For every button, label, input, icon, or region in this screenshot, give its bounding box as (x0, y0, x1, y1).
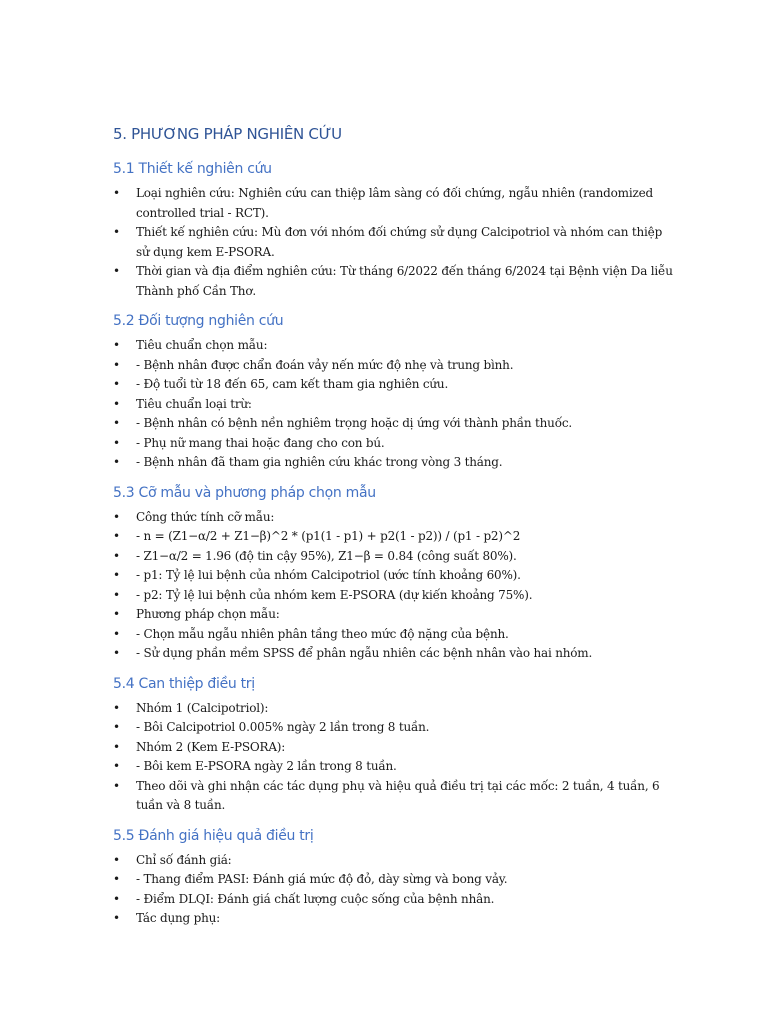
bullet-icon: • (113, 911, 120, 925)
bullet-icon: • (113, 509, 120, 524)
bullet-list (113, 699, 673, 816)
bullet-icon: • (113, 587, 120, 602)
list-item (113, 508, 673, 528)
list-item (113, 414, 673, 434)
list-item (113, 566, 673, 586)
list-item-text: - Điểm DLQI: Đánh giá chất lượng cuộc sống của bệnh nhân. (136, 891, 495, 906)
bullet-icon: • (113, 338, 120, 352)
section (113, 311, 673, 473)
list-item-text: - Sử dụng phần mềm SPSS để phân ngẫu nhiên các bệnh nhân vào hai nhóm. (136, 646, 593, 660)
bullet-list (113, 508, 673, 664)
list-item (113, 625, 673, 645)
page-title: 5. PHƯƠNG PHÁP NGHIÊN CỨU (113, 125, 342, 143)
list-item-text: - p1: Tỷ lệ lui bệnh của nhóm Calcipotriol (ước tính khoảng 60%). (136, 568, 521, 582)
list-item-text: Phương pháp chọn mẫu: (136, 607, 280, 621)
list-item-text: - Bôi Calcipotriol 0.005% ngày 2 lần trong 8 tuần. (136, 720, 430, 734)
bullet-icon: • (113, 646, 120, 660)
list-item-text: Tiêu chuẩn loại trừ: (136, 396, 252, 411)
list-item-text: - Z1−α/2 = 1.96 (độ tin cậy 95%), Z1−β = 0.84 (công suất 80%). (136, 548, 517, 563)
list-item (113, 605, 673, 625)
bullet-list (113, 336, 673, 473)
bullet-list (113, 184, 673, 301)
bullet-icon: • (113, 225, 120, 239)
list-item (113, 547, 673, 567)
list-item-text: - n = (Z1−α/2 + Z1−β)^2 * (p1(1 - p1) + p2(1 - p2)) / (p1 - p2)^2 (136, 529, 521, 543)
list-item-text: - Bệnh nhân có bệnh nền nghiêm trọng hoặc dị ứng với thành phần thuốc. (136, 416, 572, 430)
list-item (113, 434, 673, 454)
list-item (113, 851, 673, 871)
bullet-list (113, 851, 673, 929)
list-item (113, 890, 673, 910)
bullet-icon: • (113, 778, 120, 793)
bullet-icon: • (113, 891, 120, 906)
list-item-text: Tác dụng phụ: (136, 911, 220, 925)
list-item (113, 356, 673, 376)
bullet-icon: • (113, 357, 120, 372)
list-item-text: Công thức tính cỡ mẫu: (136, 509, 275, 524)
sections-container (113, 159, 673, 929)
list-item-text: - Độ tuổi từ 18 đến 65, cam kết tham gia nghiên cứu. (136, 377, 449, 391)
list-item-text: - Bệnh nhân được chẩn đoán vảy nến mức độ nhẹ và trung bình. (136, 357, 514, 372)
list-item-text: - Chọn mẫu ngẫu nhiên phân tầng theo mức độ nặng của bệnh. (136, 626, 509, 641)
section-heading: 5.1 Thiết kế nghiên cứu (113, 161, 272, 177)
document-page (113, 125, 673, 939)
bullet-icon: • (113, 186, 120, 200)
list-item-text: Thời gian và địa điểm nghiên cứu: Từ tháng 6/2022 đến tháng 6/2024 tại Bệnh viện Da liễu Thành phố Cần Thơ. (136, 264, 673, 298)
list-item (113, 223, 673, 262)
bullet-icon: • (113, 455, 120, 469)
list-item (113, 375, 673, 395)
list-item-text: - Phụ nữ mang thai hoặc đang cho con bú. (136, 435, 385, 450)
list-item (113, 586, 673, 606)
list-item-text: Nhóm 2 (Kem E-PSORA): (136, 739, 286, 754)
bullet-icon: • (113, 416, 120, 430)
list-item (113, 757, 673, 777)
section-heading: 5.2 Đối tượng nghiên cứu (113, 313, 284, 329)
list-item (113, 336, 673, 356)
section (113, 826, 673, 929)
bullet-icon: • (113, 435, 120, 450)
list-item (113, 909, 673, 929)
bullet-icon: • (113, 626, 120, 641)
list-item (113, 738, 673, 758)
list-item-text: Nhóm 1 (Calcipotriol): (136, 700, 269, 715)
bullet-icon: • (113, 548, 120, 563)
list-item (113, 453, 673, 473)
bullet-icon: • (113, 739, 120, 754)
bullet-icon: • (113, 568, 120, 582)
list-item (113, 395, 673, 415)
section (113, 674, 673, 816)
list-item-text: Loại nghiên cứu: Nghiên cứu can thiệp lâm sàng có đối chứng, ngẫu nhiên (randomized controlled trial - RCT). (136, 186, 653, 220)
bullet-icon: • (113, 396, 120, 411)
bullet-icon: • (113, 607, 120, 621)
bullet-icon: • (113, 720, 120, 734)
list-item-text: Thiết kế nghiên cứu: Mù đơn với nhóm đối chứng sử dụng Calcipotriol và nhóm can thiệp sử dụng kem E-PSORA. (136, 225, 663, 259)
bullet-icon: • (113, 529, 120, 543)
section (113, 159, 673, 301)
bullet-icon: • (113, 700, 120, 715)
list-item (113, 184, 673, 223)
section-heading: 5.4 Can thiệp điều trị (113, 675, 255, 692)
list-item-text: - Bôi kem E-PSORA ngày 2 lần trong 8 tuần. (136, 759, 397, 773)
bullet-icon: • (113, 264, 120, 278)
list-item-text: - p2: Tỷ lệ lui bệnh của nhóm kem E-PSORA (dự kiến khoảng 75%). (136, 587, 533, 602)
list-item-text: - Thang điểm PASI: Đánh giá mức độ đỏ, dày sừng và bong vảy. (136, 872, 508, 886)
list-item-text: Tiêu chuẩn chọn mẫu: (136, 338, 268, 352)
list-item (113, 262, 673, 301)
list-item-text: Theo dõi và ghi nhận các tác dụng phụ và hiệu quả điều trị tại các mốc: 2 tuần, 4 tuần, 6 tuần và 8 tuần. (136, 778, 660, 812)
list-item-text: - Bệnh nhân đã tham gia nghiên cứu khác trong vòng 3 tháng. (136, 455, 503, 469)
bullet-icon: • (113, 872, 120, 886)
list-item (113, 699, 673, 719)
section-heading: 5.5 Đánh giá hiệu quả điều trị (113, 827, 314, 844)
list-item (113, 644, 673, 664)
section-heading: 5.3 Cỡ mẫu và phương pháp chọn mẫu (113, 484, 376, 501)
list-item-text: Chỉ số đánh giá: (136, 852, 232, 867)
section (113, 483, 673, 664)
bullet-icon: • (113, 759, 120, 773)
list-item (113, 527, 673, 547)
bullet-icon: • (113, 852, 120, 867)
list-item (113, 718, 673, 738)
list-item (113, 777, 673, 816)
bullet-icon: • (113, 377, 120, 391)
list-item (113, 870, 673, 890)
